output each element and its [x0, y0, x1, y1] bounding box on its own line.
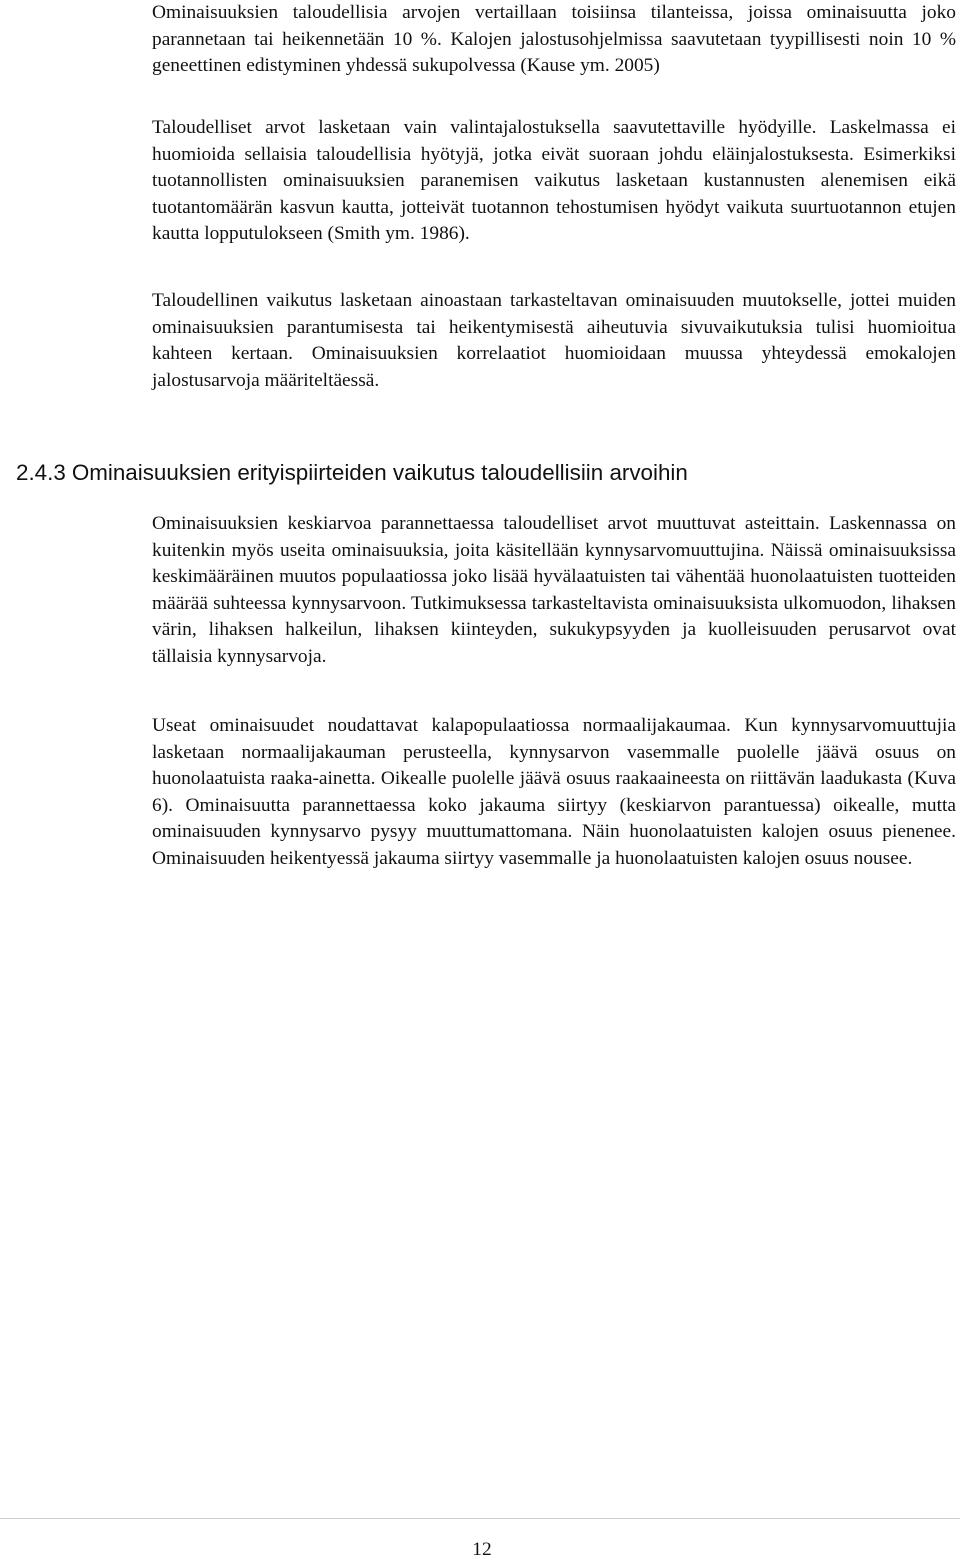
- body-paragraph: Taloudellinen vaikutus lasketaan ainoastaan tarkasteltavan ominaisuuden muutokselle, jottei muiden ominaisuuksien parantumisesta tai heikentymisestä aiheutuvia sivuvaikutuksia tulisi huomioitua kahteen kertaan. Ominaisuuksien korrelaatiot huomioidaan muussa yhteydessä emokalojen jalostusarvoja määriteltäessä.: [152, 290, 956, 391]
- section-title: Ominaisuuksien erityispiirteiden vaikutus taloudellisiin arvoihin: [71, 460, 688, 485]
- body-paragraph: Ominaisuuksien keskiarvoa parannettaessa taloudelliset arvot muuttuvat asteittain. Laskennassa on kuitenkin myös useita ominaisuuksia, joita käsitellään kynnysarvomuuttujina. Näissä ominaisuuksissa keskimääräinen muutos populaatiossa joko lisää hyvälaatuisten tai vähentää huonolaatuisten tuotteiden määrää suhteessa kynnysarvoon. Tutkimuksessa tarkasteltavista ominaisuuksista ulkomuodon, lihaksen värin, lihaksen halkeilun, lihaksen kiinteyden, sukukypsyyden ja kuolleisuuden perusarvot ovat tällaisia kynnysarvoja.: [152, 513, 956, 667]
- page-number: 12: [472, 1539, 492, 1560]
- body-paragraph: Ominaisuuksien taloudellisia arvojen vertaillaan toisiinsa tilanteissa, joissa ominaisuutta joko parannetaan tai heikennetään 10 %. Kalojen jalostusohjelmissa saavutetaan tyypillisesti noin 10 % geneettinen edistyminen yhdessä sukupolvessa (Kause ym. 2005): [152, 2, 956, 77]
- footer-divider: [0, 1518, 960, 1519]
- section-number: 2.4.3: [16, 460, 66, 485]
- body-paragraph: Useat ominaisuudet noudattavat kalapopulaatiossa normaalijakaumaa. Kun kynnysarvomuuttujia lasketaan normaalijakauman perusteella, kynnysarvon vasemmalle puolelle jäävä osuus on huonolaatuista raaka-ainetta. Oikealle puolelle jäävä osuus raakaaineesta on riittävän laadukasta (Kuva 6). Ominaisuutta parannettaessa koko jakauma siirtyy (keskiarvon parantuessa) oikealle, mutta ominaisuuden kynnysarvo pysyy muuttumattomana. Näin huonolaatuisten kalojen osuus pienenee. Ominaisuuden heikentyessä jakauma siirtyy vasemmalle ja huonolaatuisten kalojen osuus nousee.: [152, 715, 956, 869]
- body-paragraph: Taloudelliset arvot lasketaan vain valintajalostuksella saavutettaville hyödyille. Laskelmassa ei huomioida sellaisia taloudellisia hyötyjä, jotka eivät suoraan johdu eläinjalostuksesta. Esimerkiksi tuotannollisten ominaisuuksien paranemisen vaikutus lasketaan kustannusten alenemisen eikä tuotantomäärän kasvun kautta, jotteivät tuotannon tehostumisen hyödyt vaikuta suurtuotannon etujen kautta lopputulokseen (Smith ym. 1986).: [152, 117, 956, 245]
- section-heading: [16, 459, 688, 487]
